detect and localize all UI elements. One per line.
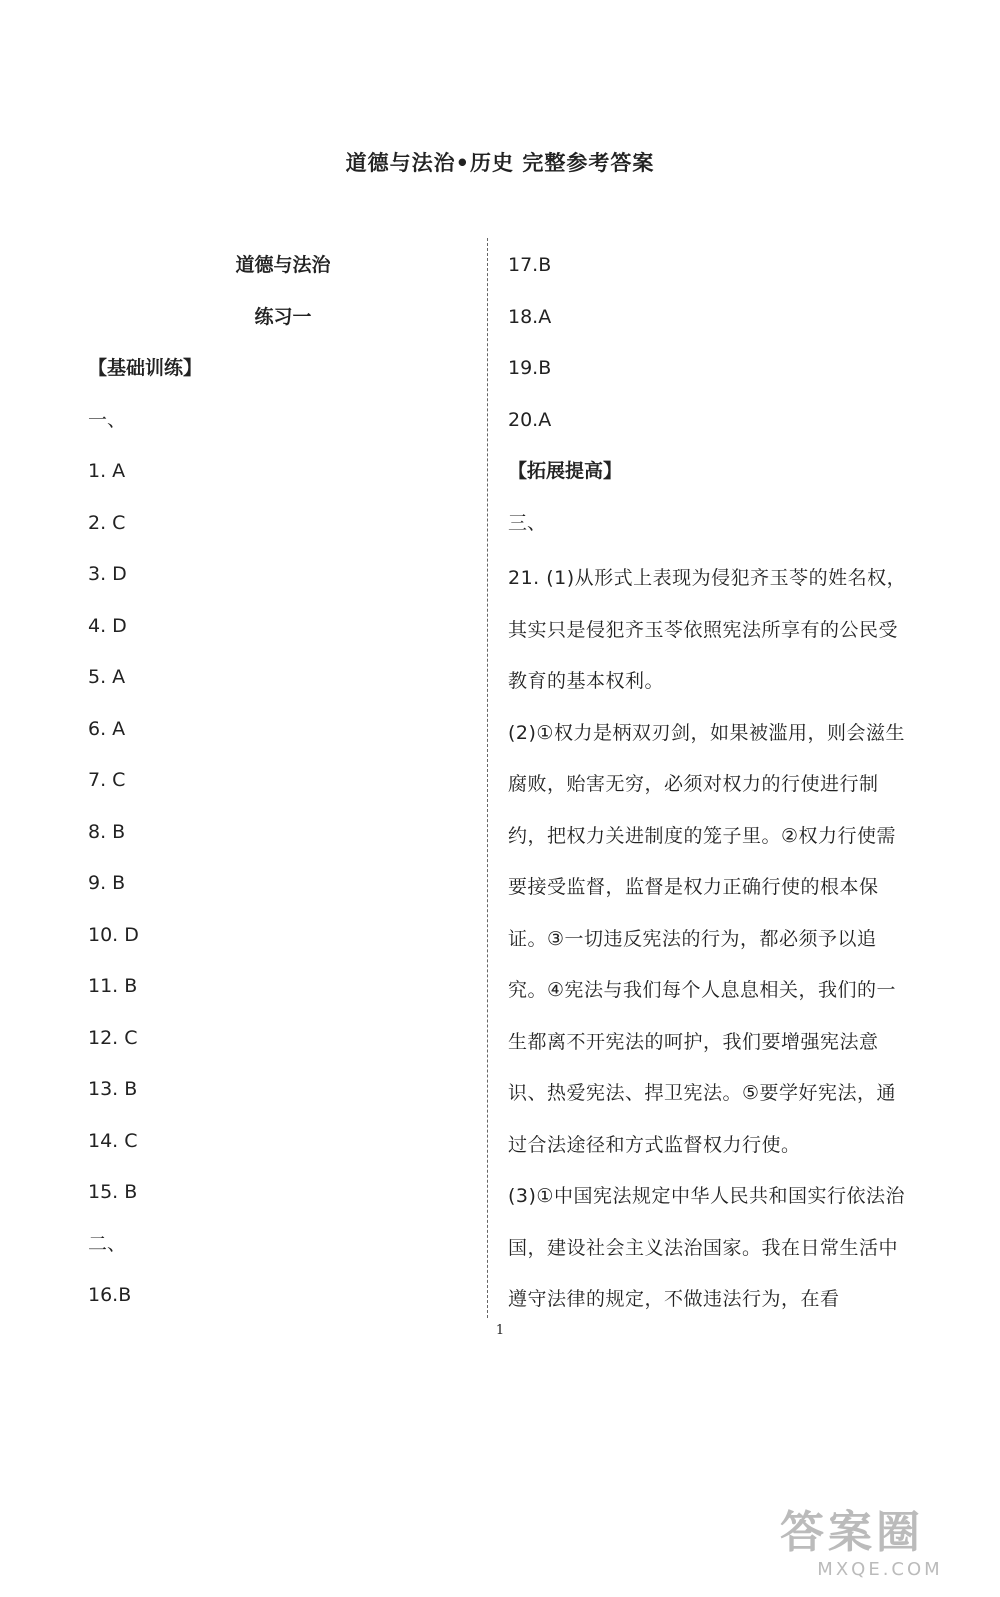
answer-paragraph: (2)①权力是柄双刃剑，如果被滥用，则会滋生腐败，贻害无穷，必须对权力的行使进行制约，把权力关进制度的笼子里。②权力行使需要接受监督，监督是权力正确行使的根本保证。③一切违反宪法的行为，都必须予以追究。④宪法与我们每个人息息相关，我们的一生都离不开宪法的呵护，我们要增强宪法意识、热爱宪法、捍卫宪法。⑤要学好宪法，通过合法途径和方式监督权力行使。 xyxy=(508,721,905,1156)
answer-item: 10. D xyxy=(88,923,139,946)
answer-item: 9. B xyxy=(88,872,126,894)
section-label: 【拓展提高】 xyxy=(508,460,623,482)
answer-list xyxy=(88,450,478,1223)
watermark-text: 答案圈 xyxy=(780,1507,924,1558)
part-label: 二、 xyxy=(88,1232,127,1255)
part-label: 一、 xyxy=(88,408,127,431)
watermark-domain: MXQE.COM xyxy=(817,1559,943,1580)
answer-item: 1. A xyxy=(88,460,126,482)
left-column xyxy=(88,244,478,1326)
answer-item: 12. C xyxy=(88,1026,138,1049)
answer-item: 8. B xyxy=(88,820,126,843)
answer-paragraph: 21. (1)从形式上表现为侵犯齐玉苓的姓名权，其实只是侵犯齐玉苓依照宪法所享有的公民受教育的基本权利。 xyxy=(508,567,907,692)
section-heading: 道德与法治 xyxy=(235,254,331,276)
answer-item: 20.A xyxy=(508,408,552,431)
answer-item: 4. D xyxy=(88,614,127,637)
section-label: 【基础训练】 xyxy=(88,357,203,379)
answer-item: 17.B xyxy=(508,254,552,276)
answer-item: 14. C xyxy=(88,1129,138,1152)
answer-item: 18.A xyxy=(508,305,552,328)
page-title: 道德与法治•历史 完整参考答案 xyxy=(345,151,655,175)
watermark-logo xyxy=(780,1507,980,1587)
exercise-heading: 练习一 xyxy=(254,305,312,328)
part-label: 三、 xyxy=(508,511,547,534)
answer-item: 15. B xyxy=(88,1181,138,1203)
right-column xyxy=(508,244,908,1326)
answer-item: 11. B xyxy=(88,975,138,997)
answer-item: 19.B xyxy=(508,357,552,379)
column-divider xyxy=(487,238,488,1318)
answer-paragraph: (3)①中国宪法规定中华人民共和国实行依法治国，建设社会主义法治国家。我在日常生活中遵守法律的规定，不做违法行为，在看 xyxy=(508,1185,905,1310)
answer-item: 3. D xyxy=(88,563,127,585)
answer-item: 13. B xyxy=(88,1078,138,1100)
page-number: 1 xyxy=(495,1323,505,1338)
answer-item: 16.B xyxy=(88,1284,132,1306)
answer-item: 6. A xyxy=(88,717,126,740)
answer-item: 5. A xyxy=(88,666,126,688)
answer-item: 2. C xyxy=(88,511,126,534)
answer-item: 7. C xyxy=(88,769,126,791)
